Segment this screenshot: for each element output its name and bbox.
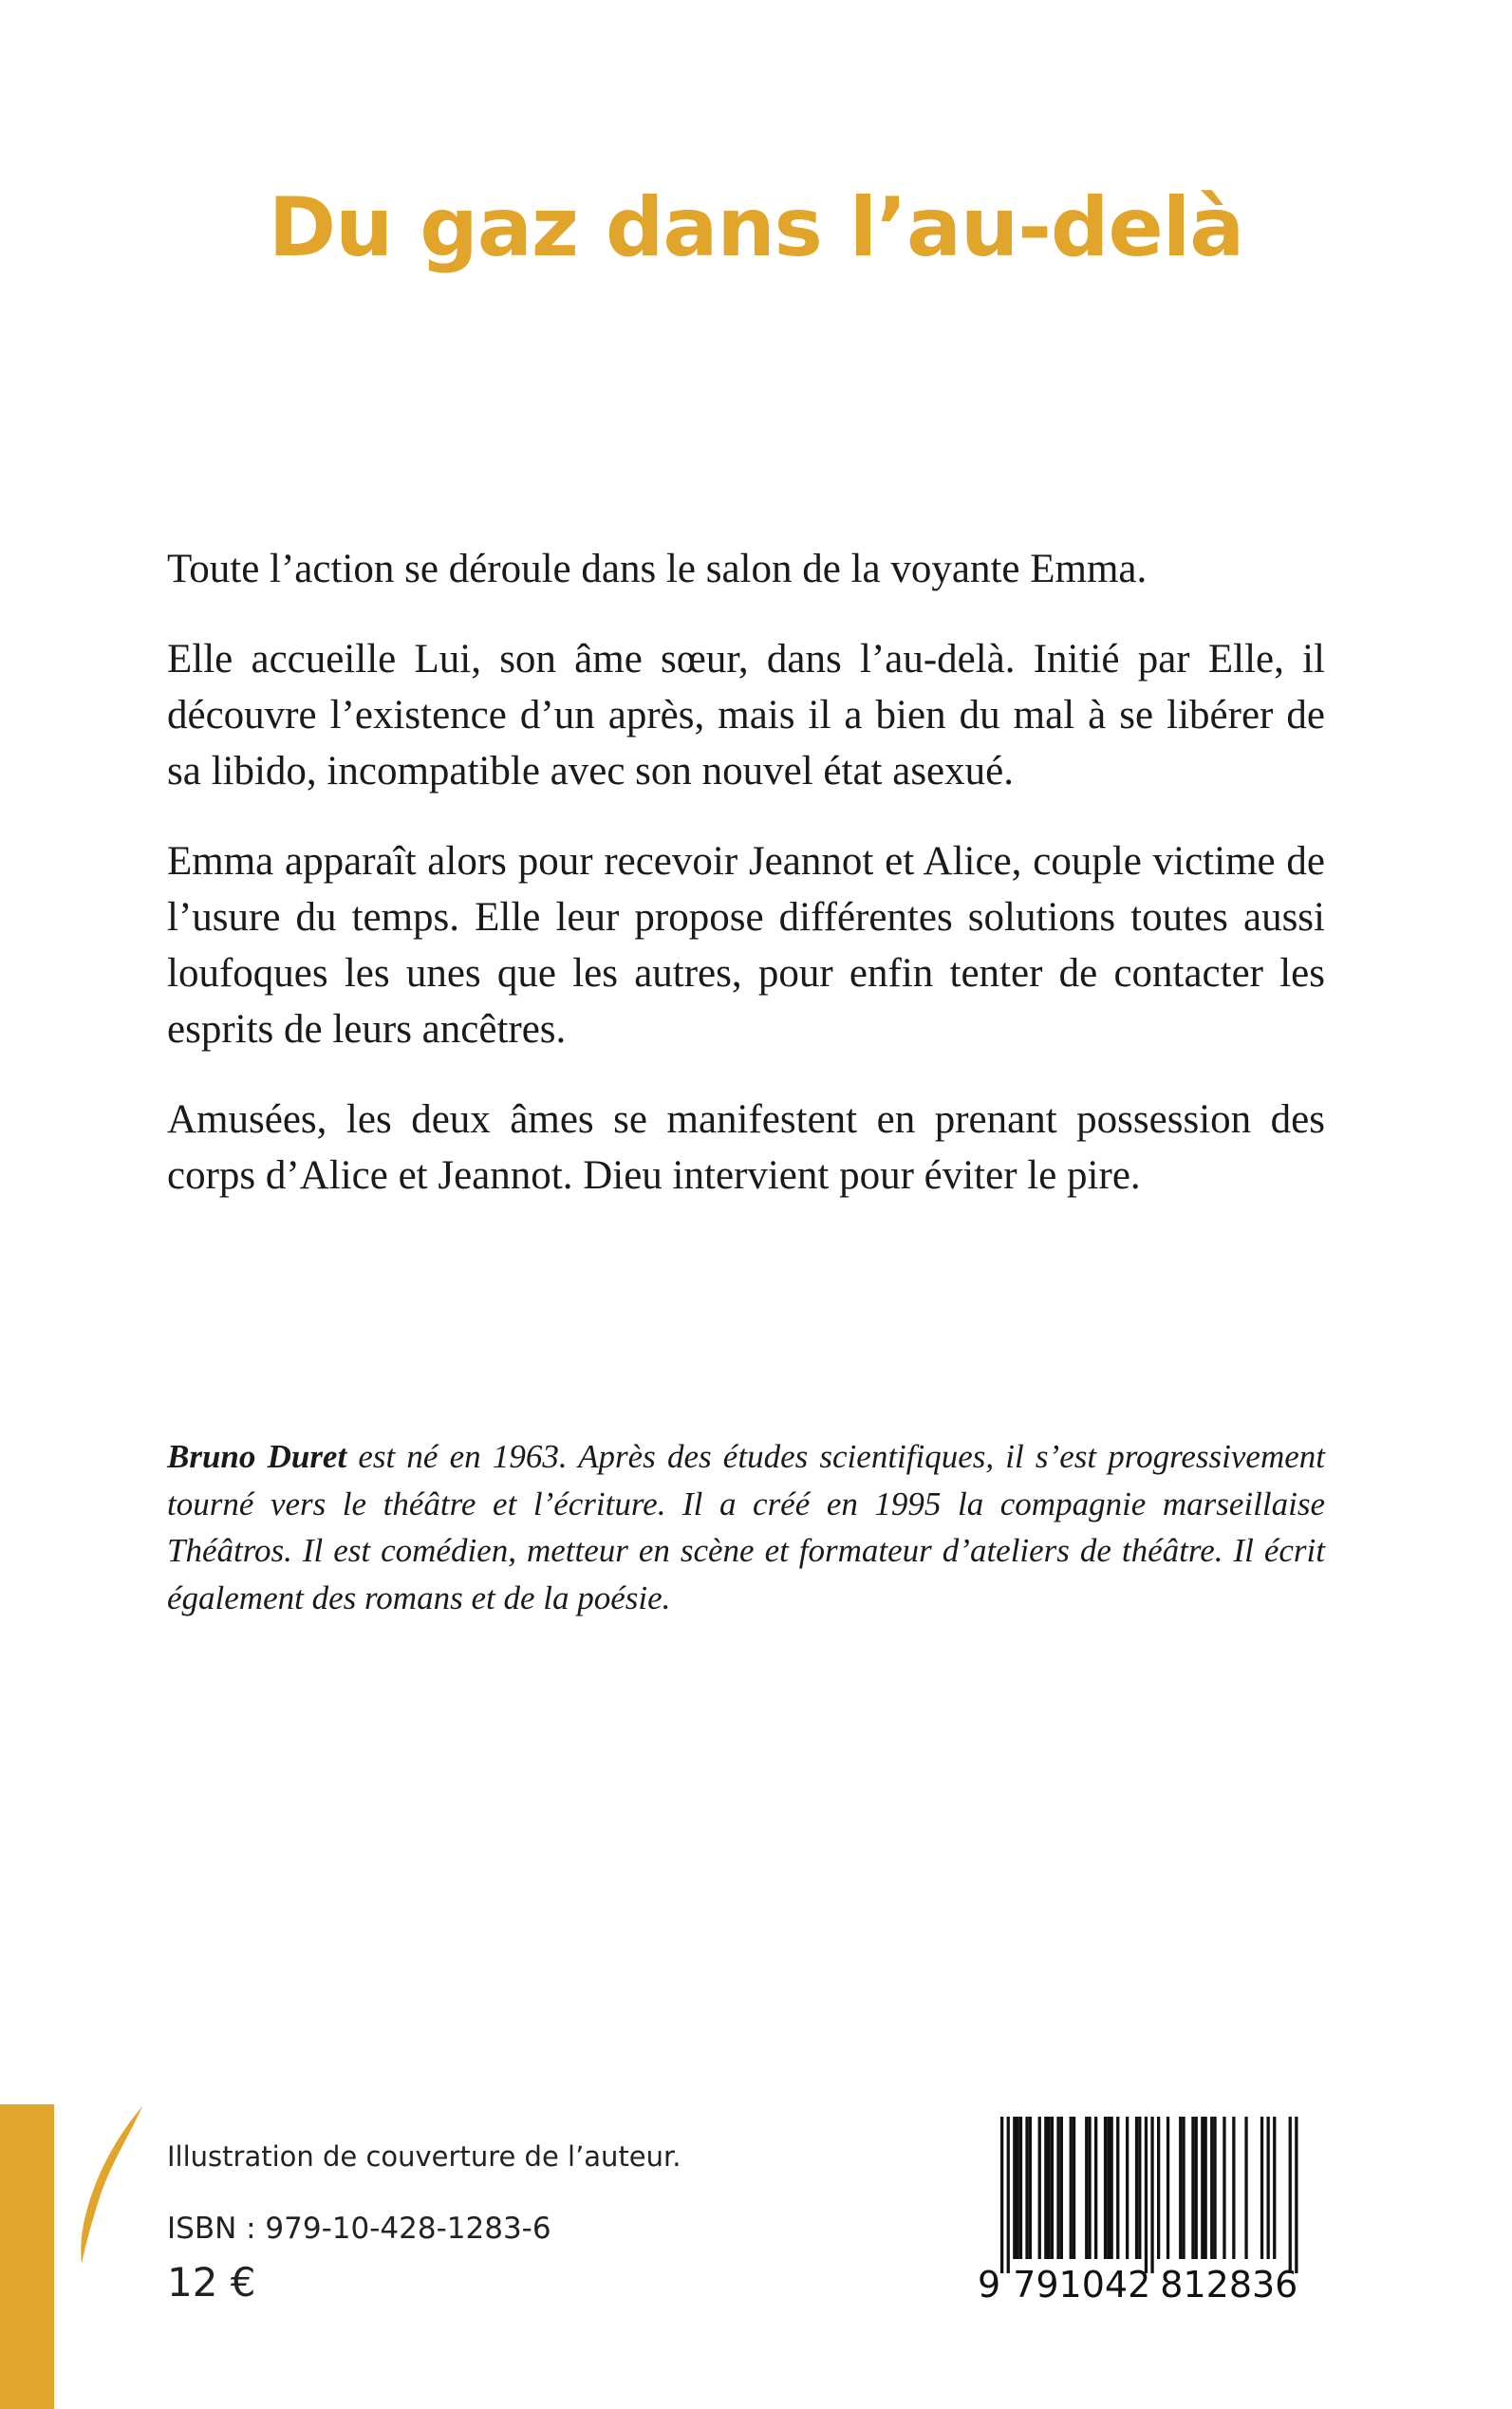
isbn: ISBN : 979-10-428-1283-6 bbox=[167, 2212, 551, 2246]
barcode-bar bbox=[1000, 2117, 1003, 2273]
barcode-bar bbox=[1107, 2117, 1110, 2259]
book-title: Du gaz dans l’au-delà bbox=[268, 180, 1244, 275]
barcode-bar bbox=[1126, 2117, 1129, 2259]
barcode-bar bbox=[1150, 2117, 1153, 2273]
barcode-bar bbox=[1138, 2117, 1141, 2259]
barcode-bar bbox=[1088, 2117, 1091, 2259]
barcode-bar bbox=[1013, 2117, 1016, 2259]
barcode-digits: 812836 bbox=[1160, 2264, 1298, 2306]
barcode-bar bbox=[1070, 2117, 1073, 2259]
barcode-bar bbox=[1201, 2117, 1204, 2259]
barcode-bar bbox=[1182, 2117, 1185, 2259]
accent-bar bbox=[0, 2104, 54, 2409]
barcode-bar bbox=[1267, 2117, 1270, 2259]
barcode-bar bbox=[1145, 2117, 1148, 2273]
summary-paragraph: Emma apparaît alors pour recevoir Jeannot et Alice, couple victime de l’usure du temps. Elle leur propose différentes solutions toutes aussi loufoques les unes que les autres, pour enfin tenter de contacter les esprits de leurs ancêtres. bbox=[167, 839, 1325, 1052]
barcode-bar bbox=[1195, 2117, 1198, 2259]
price: 12 € bbox=[167, 2259, 256, 2306]
barcode-bar bbox=[1073, 2117, 1075, 2259]
barcode-bar bbox=[1204, 2117, 1207, 2259]
summary-paragraph: Amusées, les deux âmes se manifestent en prenant possession des corps d’Alice et Jeannot. Dieu intervient pour éviter le pire. bbox=[167, 1097, 1325, 1198]
barcode-bar bbox=[1048, 2117, 1051, 2259]
barcode-bar bbox=[1244, 2117, 1247, 2259]
barcode-bar bbox=[1044, 2117, 1047, 2259]
barcode-bar bbox=[1017, 2117, 1019, 2259]
barcode-bar bbox=[1038, 2117, 1041, 2259]
feather-logo-icon bbox=[74, 2104, 145, 2266]
barcode-bar bbox=[1289, 2117, 1292, 2273]
barcode-digits: 791042 bbox=[1013, 2264, 1151, 2306]
summary-paragraph: Elle accueille Lui, son âme sœur, dans l’au-delà. Initié par Elle, il découvre l’existence d’un après, mais il a bien du mal à se libérer de sa libido, incompatible avec son nouvel état asexué. bbox=[167, 637, 1325, 794]
barcode-bar bbox=[1007, 2117, 1010, 2273]
barcode-bar bbox=[1260, 2117, 1263, 2259]
barcode-bar bbox=[1157, 2117, 1160, 2259]
barcode-bar bbox=[1223, 2117, 1225, 2259]
bio-text: est né en 1963. Après des études scientifiques, il s’est progressivement tourné vers le théâtre et l’écriture. Il a créé en 1995 la compagnie marseillaise Théâtros. Il est comédien, metteur en scène et formateur d’ateliers de théâtre. Il écrit également des romans et de la poésie. bbox=[167, 1438, 1325, 1616]
author-bio bbox=[167, 1433, 1325, 1621]
barcode-bar bbox=[1179, 2117, 1182, 2259]
barcode-bar bbox=[1167, 2117, 1169, 2259]
barcode-bar bbox=[1025, 2117, 1028, 2259]
barcode-bar bbox=[1232, 2117, 1235, 2259]
illustration-credit: Illustration de couverture de l’auteur. bbox=[167, 2140, 681, 2173]
author-name: Bruno Duret bbox=[167, 1438, 347, 1475]
barcode-digits: 9 bbox=[978, 2264, 1001, 2306]
barcode-bar bbox=[1051, 2117, 1054, 2259]
barcode-bar bbox=[1273, 2117, 1276, 2259]
barcode-bar bbox=[1019, 2117, 1022, 2259]
barcode-bar bbox=[1056, 2117, 1059, 2259]
barcode-bar bbox=[1085, 2117, 1088, 2259]
barcode-bar bbox=[1094, 2117, 1097, 2259]
barcode-bar bbox=[1295, 2117, 1297, 2273]
barcode-bar bbox=[1191, 2117, 1194, 2259]
barcode-bar bbox=[1060, 2117, 1063, 2259]
summary bbox=[167, 541, 1325, 1238]
barcode bbox=[978, 2117, 1329, 2306]
barcode-bar bbox=[1210, 2117, 1213, 2259]
barcode-bar bbox=[1135, 2117, 1138, 2259]
barcode-bar bbox=[1111, 2117, 1113, 2259]
barcode-bar bbox=[1213, 2117, 1216, 2259]
barcode-bar bbox=[1104, 2117, 1107, 2259]
barcode-bar bbox=[1116, 2117, 1119, 2259]
barcode-bar bbox=[1029, 2117, 1032, 2259]
summary-paragraph: Toute l’action se déroule dans le salon de la voyante Emma. bbox=[167, 547, 1148, 591]
